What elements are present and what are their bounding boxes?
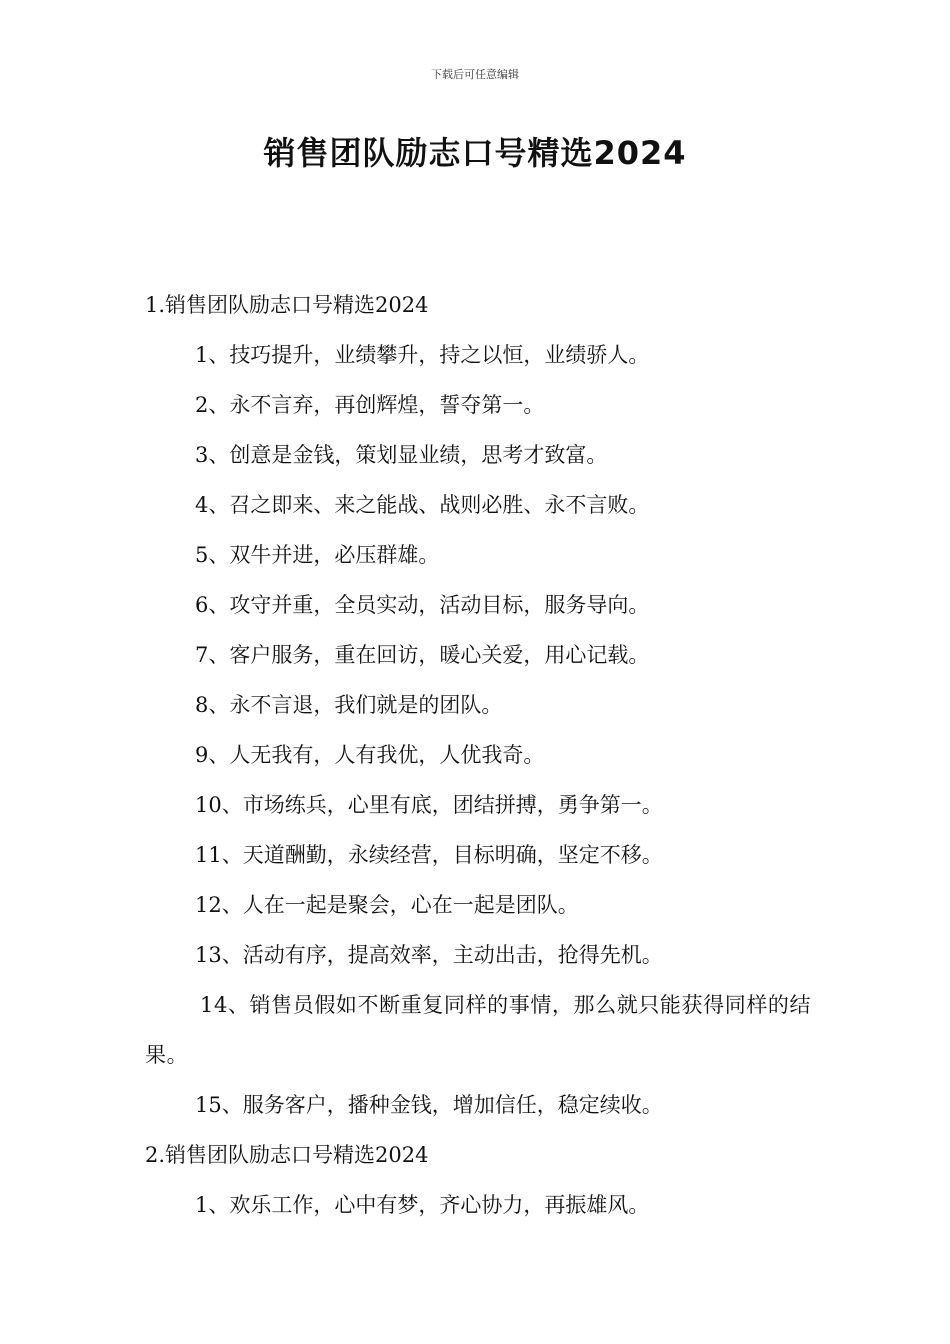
slogan-item: 10、市场练兵，心里有底，团结拼搏，勇争第一。 (195, 793, 663, 817)
slogan-item: 6、攻守并重，全员实动，活动目标，服务导向。 (195, 593, 650, 617)
slogan-item: 1、欢乐工作，心中有梦，齐心协力，再振雄风。 (195, 1193, 650, 1217)
slogan-item: 15、服务客户，播种金钱，增加信任，稳定续收。 (195, 1093, 663, 1117)
slogan-item: 5、双牛并进，必压群雄。 (195, 543, 440, 567)
slogan-item: 14、销售员假如不断重复同样的事情，那么就只能获得同样的结果。 (145, 993, 812, 1067)
document-body (145, 280, 815, 1230)
document-title: 销售团队励志口号精选2024 (263, 134, 687, 172)
slogan-item: 7、客户服务，重在回访，暖心关爱，用心记载。 (195, 643, 650, 667)
slogan-item: 13、活动有序，提高效率，主动出击，抢得先机。 (195, 943, 663, 967)
slogan-item: 8、永不言退，我们就是的团队。 (195, 693, 503, 717)
slogan-item: 2、永不言弃，再创辉煌，誓夺第一。 (195, 393, 545, 417)
slogan-item: 9、人无我有，人有我优，人优我奇。 (195, 743, 545, 767)
slogan-item: 12、人在一起是聚会，心在一起是团队。 (195, 893, 579, 917)
slogan-item: 1、技巧提升，业绩攀升，持之以恒，业绩骄人。 (195, 343, 650, 367)
slogan-item: 4、召之即来、来之能战、战则必胜、永不言败。 (195, 493, 650, 517)
slogan-item: 3、创意是金钱，策划显业绩，思考才致富。 (195, 443, 608, 467)
slogan-item: 11、天道酬勤，永续经营，目标明确，坚定不移。 (195, 843, 663, 867)
section-heading: 1.销售团队励志口号精选2024 (145, 293, 429, 317)
header-note: 下载后可任意编辑 (431, 68, 519, 81)
section-heading: 2.销售团队励志口号精选2024 (145, 1143, 429, 1167)
